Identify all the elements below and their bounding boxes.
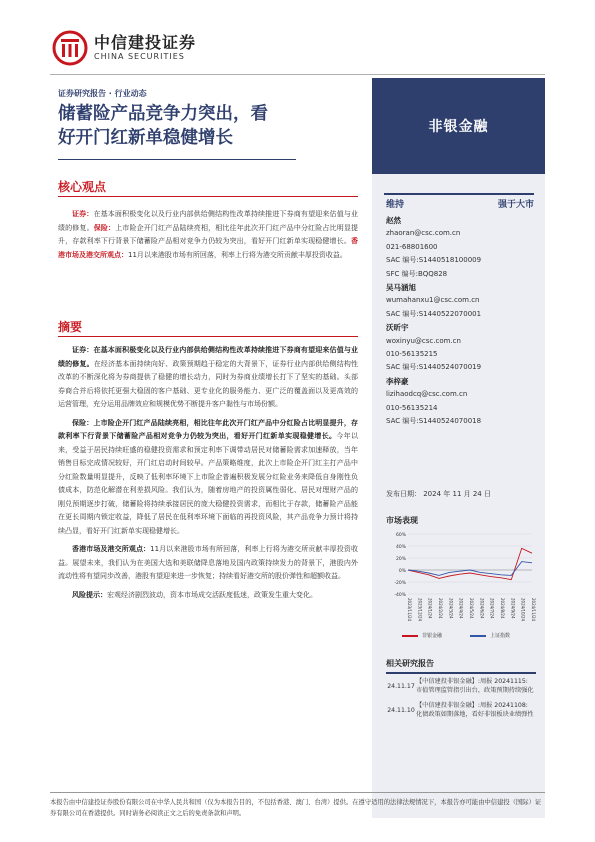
related-text[interactable]: 【中信建投非银金融】:周报 20241108: 化债政策如期落地，看好非银板块业绩弹性 (416, 702, 534, 718)
related-title: 相关研究报告 (386, 659, 434, 668)
analyst-phone: 010-56135214 (386, 403, 438, 412)
series-line (408, 548, 532, 579)
analyst-sac: SAC 编号:S1440518100009 (386, 256, 482, 265)
core-text-insurance: 上市险企开门红产品陆续亮相，相比往年此次开门红产品中分红险占比明显提升，存款利率下行背景下储蓄险产品相对竞争力仍较为突出，看好开门红新单实现稳健增长。 (58, 223, 359, 245)
summary-lead-risk: 风险提示： (72, 590, 107, 599)
analyst-phone: 021-68801600 (386, 242, 438, 251)
report-title (58, 102, 358, 150)
analyst-email[interactable]: lizihaodcq@csc.com.cn (386, 390, 468, 399)
title-line-1: 储蓄险产品竞争力突出，看 (58, 104, 268, 124)
analyst-phone: 010-56135215 (386, 350, 438, 359)
x-tick-label: 2024/2/24 (438, 598, 443, 619)
brand-logo-icon (52, 30, 88, 66)
header-divider (50, 74, 545, 75)
summary-lead-insurance: 保险：上市险企开门红产品陆续亮相，相比往年此次开门红产品中分红险占比明显提升，存款利率下行背景下储蓄险产品相对竞争力仍较为突出，看好开门红新单实现稳健增长。 (58, 418, 358, 440)
core-divider (58, 196, 358, 197)
analyst-email[interactable]: woxinyu@csc.com.cn (386, 336, 461, 345)
x-tick-label: 2023/11/24 (407, 598, 412, 622)
legend-item-b (470, 632, 510, 639)
x-tick-label: 2024/5/24 (469, 598, 474, 619)
x-tick-label: 2024/3/24 (448, 598, 454, 619)
y-tick-label: 20% (395, 556, 406, 562)
y-tick-label: -40% (394, 592, 406, 598)
summary-text-risk: 宏观经济剧烈波动，资本市场成交活跃度低迷，政策发生重大变化。 (107, 590, 317, 599)
summary-lead-securities: 证券：在基本面积极变化以及行业内部供给侧结构性改革持续推进下券商有望迎来估值与业绩的修复。 (58, 346, 358, 368)
x-tick-label: 2024/4/24 (458, 598, 464, 619)
publish-date: 发布日期： 2024 年 11 月 24 日 (386, 490, 491, 498)
analyst-sfc: SFC 编号:BQQ828 (386, 269, 448, 278)
summary-text-hk: 11月以来港股市场有所回落，利率上行将为港交所贡献丰厚投资收益。展望未来，我们认为在美国大选和美联储降息落地及国内政策持续发力的背景下，港股内外流动性将有望同步改善，港股有望迎来进一步恢复；持续看好港交所的股价弹性和超额收益。 (58, 545, 358, 580)
legend-label-b: 上证指数 (490, 633, 511, 639)
related-date: 24.11.17 (387, 682, 415, 690)
brand-name-cn: 中信建投证券 (94, 33, 197, 52)
x-tick-label: 2024/11/24 (531, 598, 536, 622)
legend-swatch-b (470, 635, 486, 637)
analyst-sac: SAC 编号:S1440524070019 (386, 363, 482, 372)
x-tick-label: 2024/8/24 (500, 598, 505, 619)
footer-divider (50, 792, 545, 793)
y-tick-label: 40% (395, 544, 406, 550)
rating-label: 维持 (386, 200, 405, 210)
analyst-list (386, 214, 536, 429)
summary-divider (58, 336, 358, 337)
brand-logo (52, 30, 196, 66)
summary-text-insurance: 今年以来，受益于居民持续旺盛的稳健投资需求和预定利率下调带动居民对储蓄险需求加速释放，当年销售目标完成情况较好，开门红启动时间较早。产品策略维度，此次上市险企开门红主打产品中分红险数量明显提升，反映了低利率环境下上市险企普遍积极发展分红险业务来降低自身刚性负债成本，防范化解潜在利差损风险。我们认为，随着房地产的投资属性弱化、居民对理财产品的刚兑预期逐步打破，储蓄险将持续承接居民的庞大稳健投资需求，而相比于存款，储蓄险产品能在更长周期内锁定收益，降低了居民在低利率环境下面临的再投资风险，其产品竞争力预计将持续凸显，看好开门红新单实现稳健增长。 (58, 432, 359, 535)
x-tick-label: 2023/12/24 (417, 598, 423, 622)
y-tick-label: -20% (394, 580, 406, 586)
market-chart (386, 528, 536, 640)
related-list (386, 672, 536, 722)
x-tick-label: 2024/10/24 (520, 598, 526, 622)
core-paragraph (58, 208, 358, 267)
core-lead-securities: 证券： (72, 210, 94, 218)
core-text-hk: 11月以来港股市场有所回落，利率上行将为港交所贡献丰厚投资收益。 (128, 250, 347, 259)
analyst-email[interactable]: zhaoran@csc.com.cn (386, 229, 461, 238)
y-tick-label: 0% (398, 568, 406, 574)
rating-value: 强于大市 (498, 200, 535, 210)
analyst-name: 吴马涵旭 (386, 283, 416, 293)
analyst-sac: SAC 编号:S1440524070018 (386, 417, 482, 426)
list-item[interactable] (386, 698, 536, 722)
legend-swatch-a (402, 635, 418, 637)
sector-banner: 非银金融 (372, 78, 545, 174)
market-chart-svg (386, 528, 536, 640)
title-underline (58, 159, 296, 160)
core-lead-hk: 香港市场及港交所观点： (58, 237, 358, 259)
report-type: 证券研究报告 · 行业动态 (58, 89, 147, 98)
related-date: 24.11.10 (387, 706, 415, 714)
x-tick-label: 2024/9/24 (510, 598, 516, 619)
y-tick-label: 60% (395, 532, 406, 538)
list-item[interactable] (386, 674, 536, 698)
analyst-block (386, 214, 536, 281)
rating-divider (384, 193, 534, 195)
legend-label-a: 非银金融 (422, 633, 443, 639)
related-text[interactable]: 【中信建投非银金融】:周报 20241115: 市值管理监管指引出台，政策预期持续强化 (416, 678, 534, 694)
brand-name-en: CHINA SECURITIES (94, 52, 185, 61)
core-heading: 核心观点 (58, 180, 107, 194)
summary-heading: 摘要 (58, 320, 83, 334)
summary-lead-hk: 香港市场及港交所观点： (72, 545, 151, 553)
analyst-block (386, 321, 536, 375)
x-tick-label: 2024/7/24 (489, 598, 495, 619)
analyst-name: 李梓豪 (386, 376, 409, 386)
analyst-name: 赵然 (386, 216, 401, 225)
core-lead-insurance: 保险： (93, 223, 116, 232)
analyst-email[interactable]: wumahanxu1@csc.com.cn (386, 296, 480, 305)
summary-text-securities: 在经济基本面持续向好、政策预期趋于稳定的大背景下，证券行业内部供给侧结构性改革的不断深化将为券商提供了稳健的增长动力，同时为券商业绩增长打下了坚实的基础。头部券商合并后将依托更强大稳固的客户基础、更专业化的服务能力、更广泛的覆盖面以及更高效的运营管理，充分运用品牌效应和规模优势不断提升客户黏性与市场份额。 (58, 359, 359, 408)
core-text-securities: 在基本面积极变化以及行业内部供给侧结构性改革持续推进下券商有望迎来估值与业绩的修复。 (58, 210, 359, 232)
analyst-block (386, 281, 536, 321)
analyst-name: 沃昕宇 (386, 323, 409, 333)
market-title: 市场表现 (386, 516, 418, 525)
disclaimer: 本报告由中信建投证券股份有限公司在中华人民共和国（仅为本报告目的，不包括香港、澳门、台湾）提供。在遵守适用的法律法规情况下，本报告亦可能由中信建投（国际）证券有限公司在香港提供。同时请务必阅读正文之后的免责条款和声明。 (50, 799, 542, 817)
x-tick-label: 2024/6/24 (479, 598, 485, 619)
summary-body (58, 344, 358, 607)
title-line-2: 好开门红新单稳健增长 (58, 128, 233, 148)
analyst-block (386, 375, 536, 429)
x-tick-label: 2024/1/24 (427, 598, 433, 619)
legend-item-a (402, 632, 442, 639)
analyst-sac: SAC 编号:S1440522070001 (386, 309, 482, 318)
